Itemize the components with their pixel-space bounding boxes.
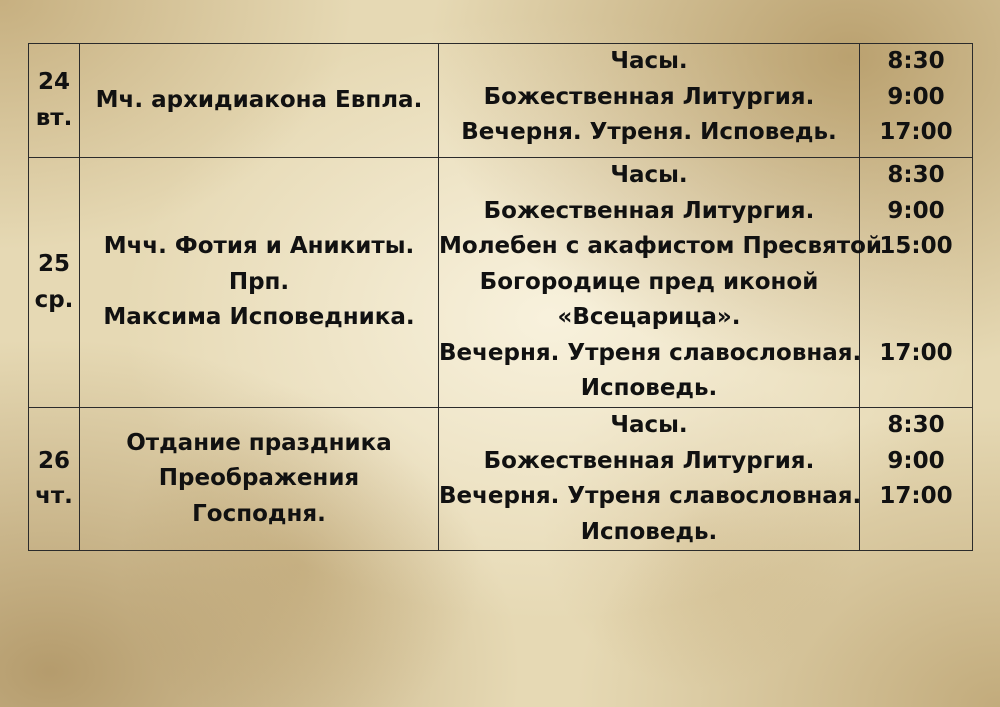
day-cell [29,408,80,551]
feast-name-line: Преображения Господня. [158,465,360,527]
feast-name-line: Мчч. Фотия и Аникиты. Прп. [103,233,415,295]
service-time: 8:30 [887,412,945,438]
day-number: 26 [37,447,70,474]
service-time: 8:30 [887,48,945,74]
service-line: Вечерня. Утреня славословная. [439,483,862,509]
time-spacer [860,265,972,301]
weekday: ср. [34,286,74,313]
feast-cell [80,44,439,158]
service-time: 17:00 [879,483,953,509]
service-line: Часы. [610,48,688,74]
time-spacer [860,300,972,336]
day-cell [29,44,80,158]
service-line: Божественная Литургия. [483,83,815,110]
weekday: чт. [35,483,73,509]
service-line: Вечерня. Утреня славословная. [439,339,862,366]
service-line: Молебен с акафистом Пресвятой [439,233,883,259]
service-line: Исповедь. [580,375,718,401]
service-line: Часы. [610,412,688,438]
services-cell [439,408,860,551]
times-cell [860,44,973,158]
service-line: Богородице пред иконой [479,268,819,295]
times-cell [860,158,973,408]
service-time: 15:00 [879,233,953,259]
day-number: 24 [37,69,70,95]
feast-name-line: Отдание праздника [126,429,392,456]
service-line: Божественная Литургия. [483,197,815,224]
day-cell [29,158,80,408]
service-time: 9:00 [887,197,945,224]
feast-name-line: Максима Исповедника. [103,304,415,331]
table-row [29,44,973,158]
service-schedule-table [28,43,973,551]
feast-cell [80,158,439,408]
feast-cell [80,408,439,551]
service-time: 17:00 [879,339,953,366]
feast-name: Мч. архидиакона Евпла. [95,86,423,113]
table-row [29,158,973,408]
services-cell [439,158,883,408]
table-row [29,408,973,551]
service-time: 9:00 [887,447,945,474]
weekday: вт. [35,104,73,131]
service-time: 17:00 [879,119,953,145]
service-line: «Всецарица». [557,304,741,330]
services-cell [439,44,860,158]
service-time: 8:30 [887,162,945,188]
day-number: 25 [37,251,70,277]
times-cell [860,408,973,551]
service-line: Часы. [610,162,688,188]
service-line: Божественная Литургия. [483,447,815,474]
service-time: 9:00 [887,83,945,110]
service-line: Исповедь. [580,518,718,545]
service-line: Вечерня. Утреня. Исповедь. [461,119,837,145]
